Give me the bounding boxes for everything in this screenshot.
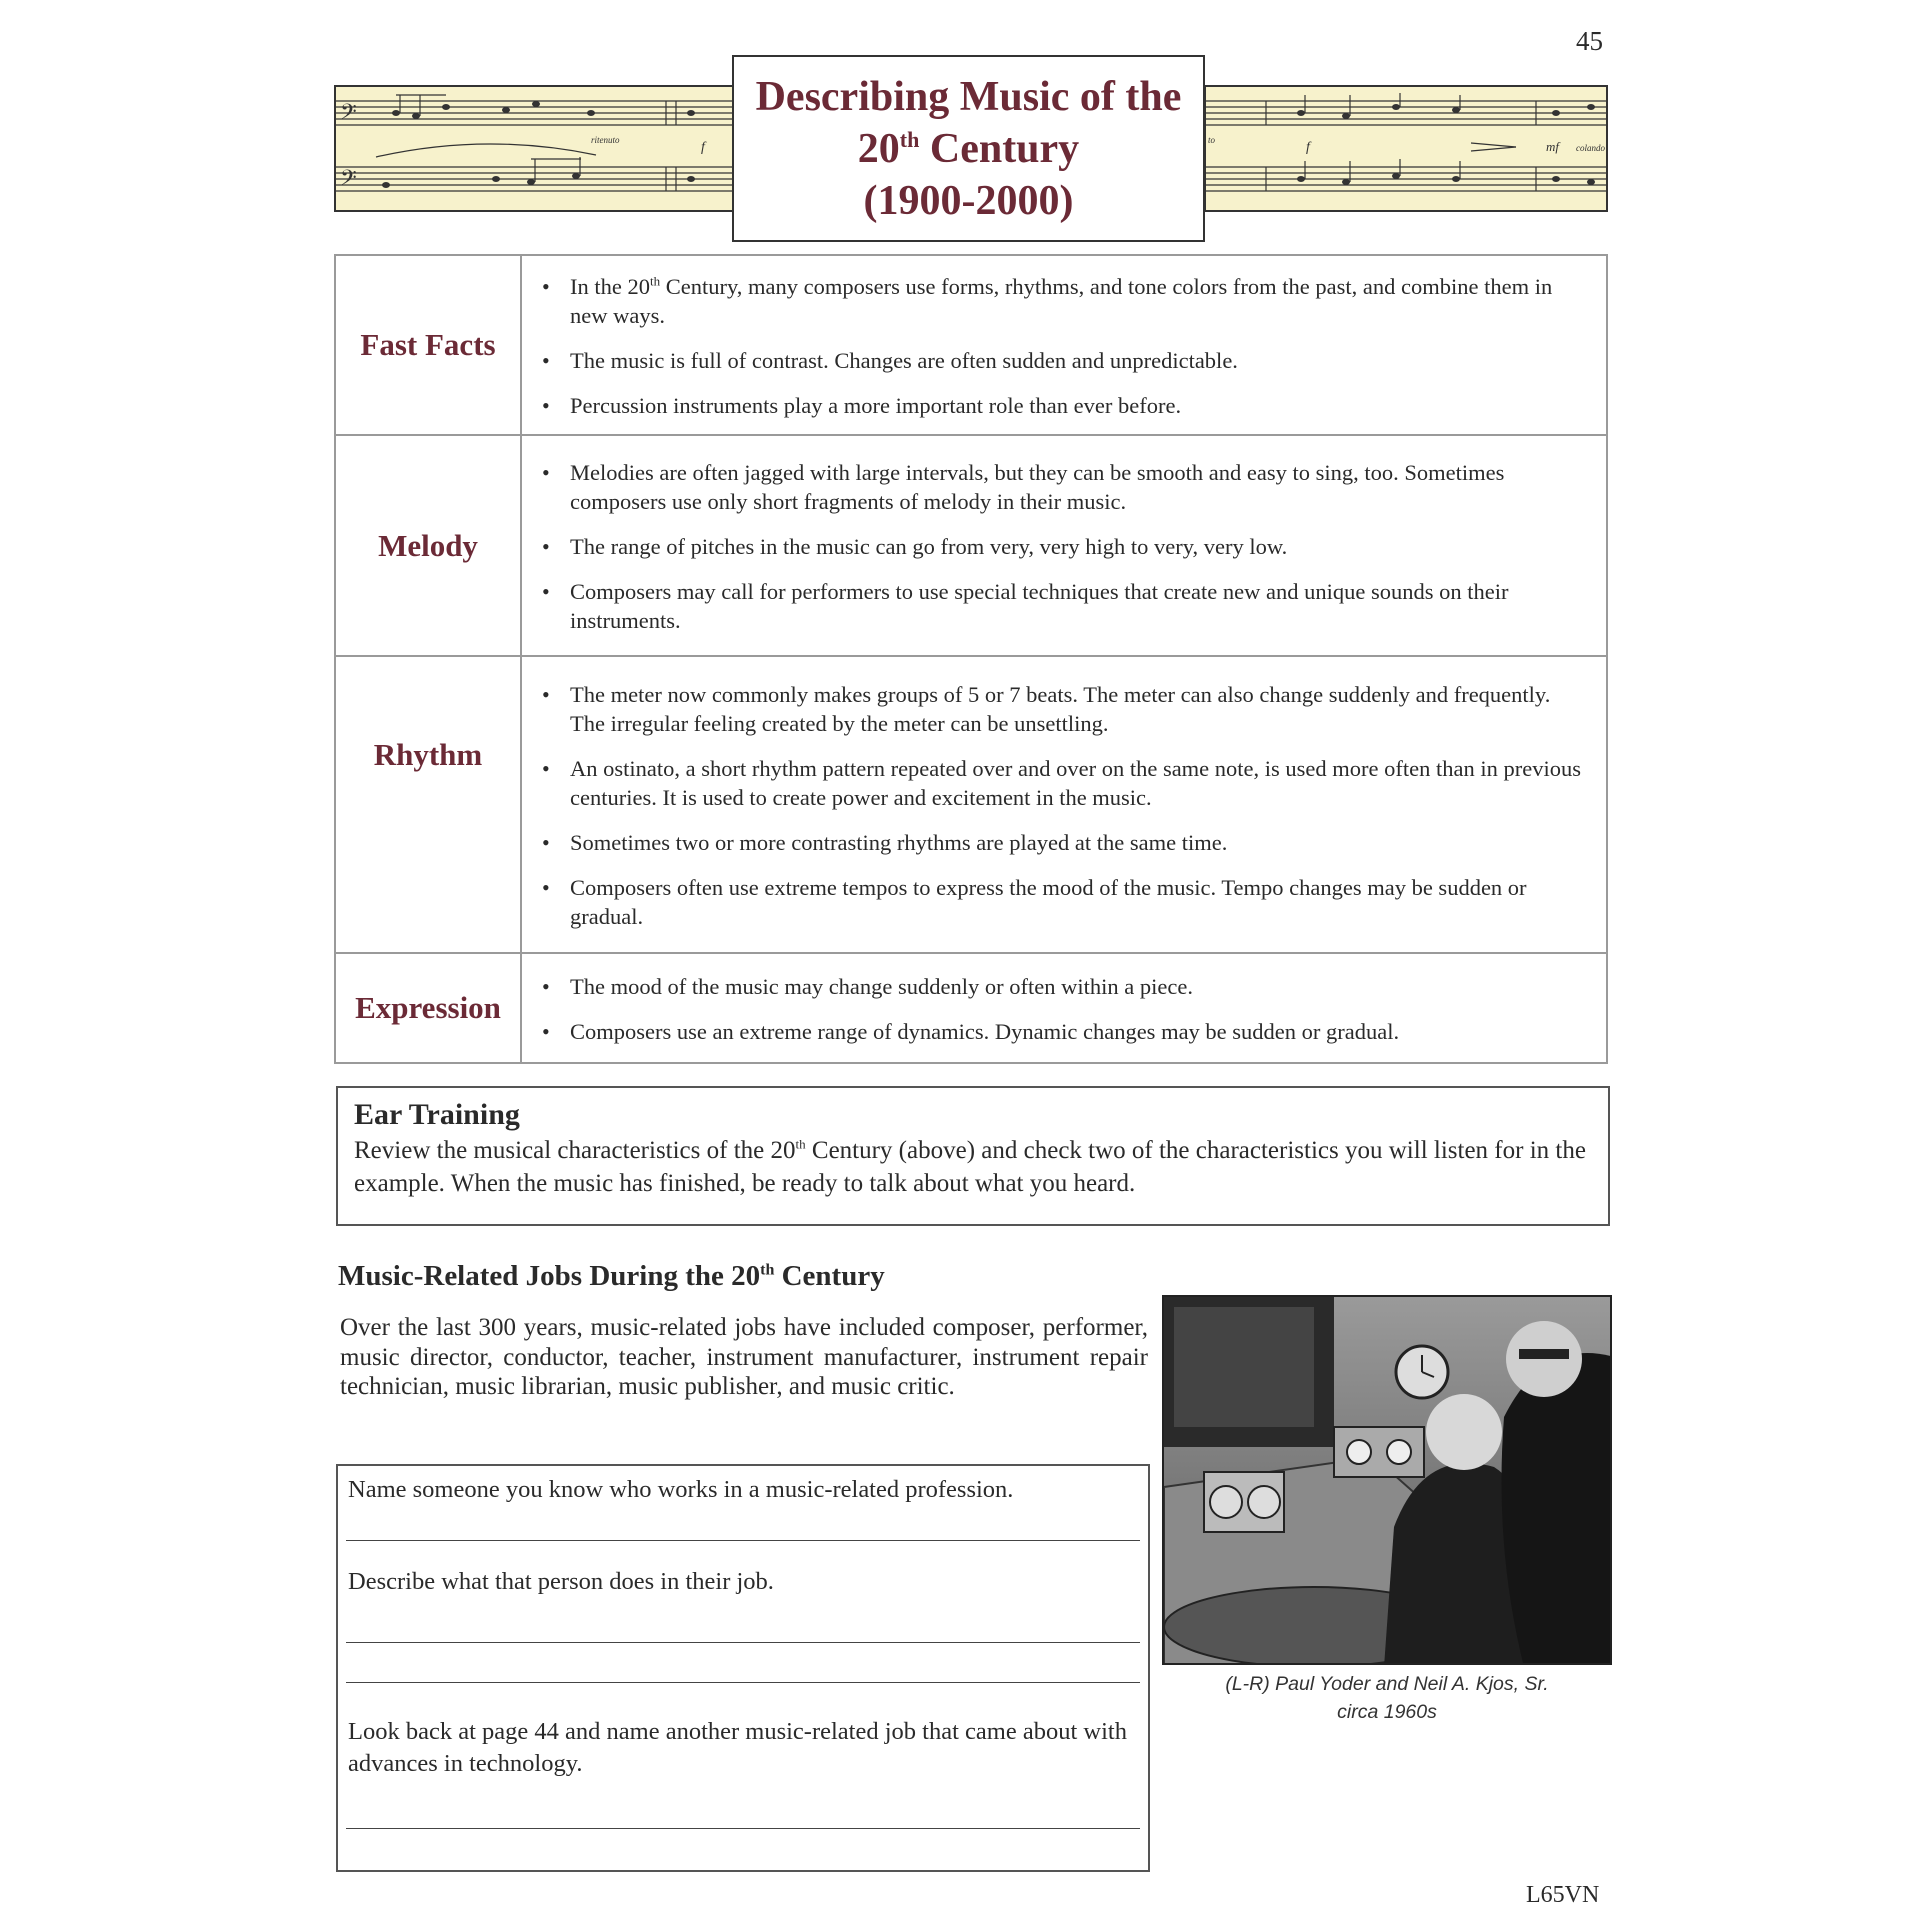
question-3: Look back at page 44 and name another music-related job that came about with advances in technology. [348, 1718, 1127, 1777]
table-row [335, 255, 1607, 435]
row-label-fast-facts: Fast Facts [335, 255, 521, 435]
list-item: • The music is full of contrast. Changes are often sudden and unpredictable. [538, 346, 1590, 375]
dynamic-marking-left: f [701, 140, 705, 155]
characteristics-table [334, 254, 1608, 1064]
score-excerpt-left [334, 85, 734, 212]
answer-line-2[interactable] [346, 1642, 1140, 1643]
table-row [335, 435, 1607, 656]
question-2: Describe what that person does in their job. [348, 1568, 774, 1595]
row-label-expression: Expression [335, 953, 521, 1063]
worksheet-questions-box [336, 1464, 1150, 1872]
historical-photo [1162, 1295, 1612, 1665]
score-excerpt-right [1204, 85, 1608, 212]
answer-line-3[interactable] [346, 1682, 1140, 1683]
ear-training-instructions: Review the musical characteristics of the 20th Century (above) and check two of the characteristics you will listen for in the example. When the music has finished, be ready to talk about what you heard. [354, 1136, 1586, 1197]
title-line-1: Describing Music of the [755, 73, 1182, 120]
table-row [335, 656, 1607, 953]
page-number: 45 [1576, 26, 1603, 56]
photo-caption [1162, 1670, 1612, 1726]
footer-code: L65VN [1526, 1882, 1600, 1908]
table-row [335, 953, 1607, 1063]
list-item: • Melodies are often jagged with large intervals, but they can be smooth and easy to sing, too. Sometimes composers use only short fragments of melody in their music. [538, 458, 1590, 516]
list-item: • An ostinato, a short rhythm pattern repeated over and over on the same note, is used more often than in previous centuries. It is used to create power and excitement in the music. [538, 754, 1590, 812]
row-label-melody: Melody [335, 435, 521, 656]
ear-training-box [336, 1086, 1610, 1226]
photo-caption-line-1: (L-R) Paul Yoder and Neil A. Kjos, Sr. [1225, 1673, 1549, 1695]
list-item: • Composers often use extreme tempos to express the mood of the music. Tempo changes may be sudden or gradual. [538, 873, 1590, 931]
list-item: • The range of pitches in the music can go from very, very high to very, very low. [538, 532, 1590, 561]
photo-caption-line-2: circa 1960s [1337, 1701, 1437, 1723]
list-item: • In the 20th Century, many composers use forms, rhythms, and tone colors from the past, and combine them in new ways. [538, 272, 1590, 330]
score-cut-marking: to [1208, 135, 1216, 145]
page-title [732, 55, 1205, 242]
title-line-2: 20th Century [857, 125, 1080, 172]
row-label-rhythm: Rhythm [335, 656, 521, 953]
list-item: • Composers use an extreme range of dynamics. Dynamic changes may be sudden or gradual. [538, 1017, 1590, 1046]
answer-line-1[interactable] [346, 1540, 1140, 1541]
question-1: Name someone you know who works in a music-related profession. [348, 1476, 1014, 1503]
list-item: • Percussion instruments play a more important role than ever before. [538, 391, 1590, 420]
list-item: • The meter now commonly makes groups of 5 or 7 beats. The meter can also change suddenly and frequently. The irregular feeling created by the meter can be unsettling. [538, 680, 1590, 738]
svg-text:𝄢: 𝄢 [340, 100, 357, 130]
list-item: • Composers may call for performers to use special techniques that create new and unique sounds on their instruments. [538, 577, 1590, 635]
title-line-3: (1900-2000) [863, 177, 1074, 224]
dynamic-marking-right: f [1306, 140, 1310, 155]
jobs-heading: Music-Related Jobs During the 20th Century [338, 1260, 885, 1292]
list-item: • Sometimes two or more contrasting rhythms are played at the same time. [538, 828, 1590, 857]
tempo-marking-colando: colando [1576, 143, 1605, 153]
svg-text:𝄢: 𝄢 [340, 166, 357, 196]
answer-line-4[interactable] [346, 1828, 1140, 1829]
tempo-marking-ritenuto: ritenuto [591, 135, 620, 145]
jobs-paragraph: Over the last 300 years, music-related jobs have included composer, performer, music director, conductor, teacher, instrument manufacturer, instrument repair technician, music librarian, music publisher, and music critic. [340, 1314, 1148, 1400]
list-item: • The mood of the music may change suddenly or often within a piece. [538, 972, 1590, 1001]
ear-training-title: Ear Training [354, 1098, 520, 1131]
dynamic-marking-mf: mf [1546, 139, 1559, 154]
